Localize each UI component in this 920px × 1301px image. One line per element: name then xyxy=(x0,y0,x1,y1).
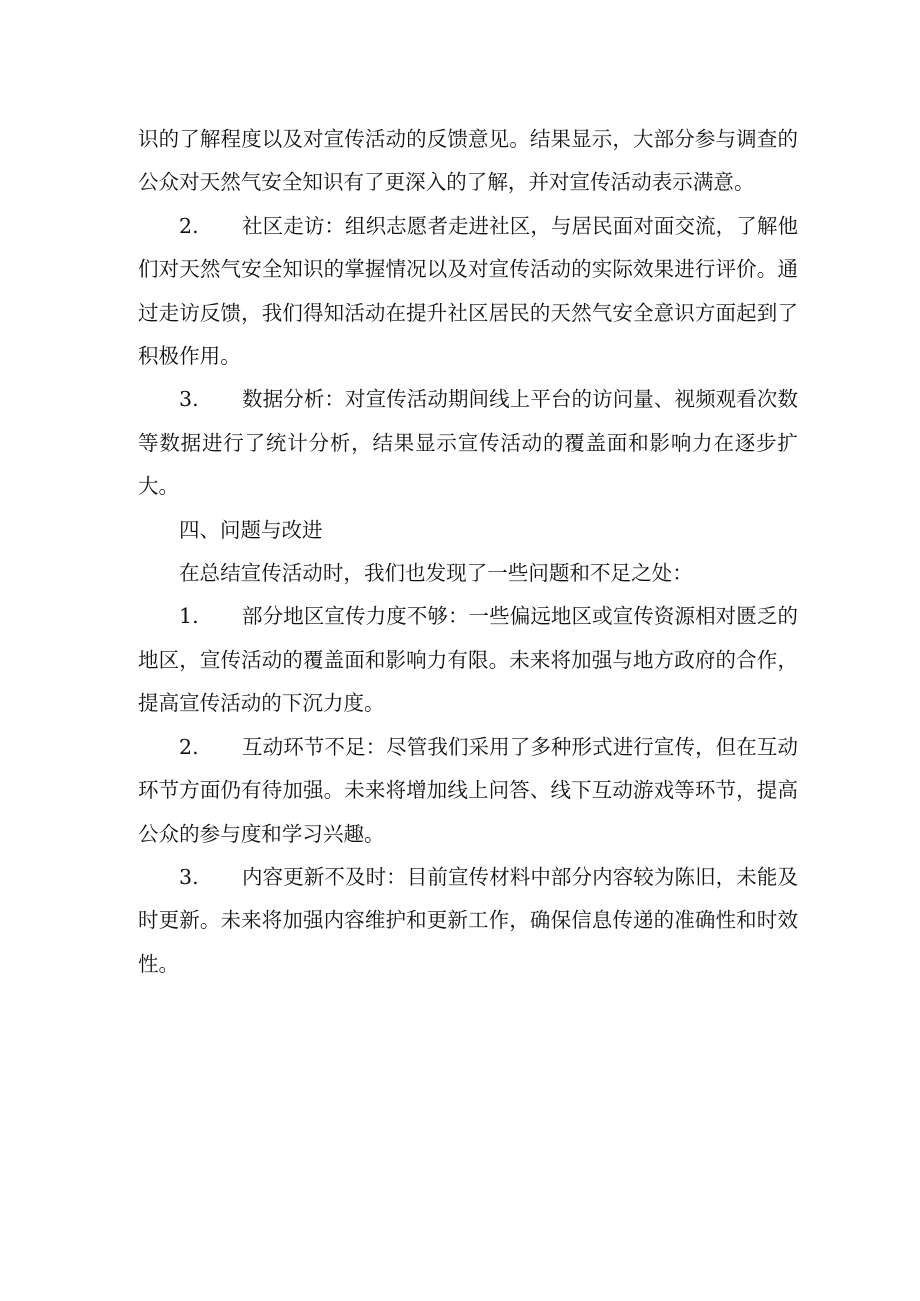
list-number: 3. xyxy=(179,864,199,889)
problem-item xyxy=(138,856,798,986)
list-item-text: 数据分析：对宣传活动期间线上平台的访问量、视频观看次数等数据进行了统计分析，结果显示宣传活动的覆盖面和影响力在逐步扩大。 xyxy=(138,387,798,499)
list-item-text: 互动环节不足：尽管我们采用了多种形式进行宣传，但在互动环节方面仍有待加强。未来将增加线上问答、线下互动游戏等环节，提高公众的参与度和学习兴趣。 xyxy=(138,734,798,846)
list-number: 2. xyxy=(179,734,199,759)
problem-item xyxy=(138,595,798,725)
evaluation-item xyxy=(138,205,798,379)
list-number: 3. xyxy=(179,387,199,412)
document-body xyxy=(138,118,798,986)
list-item-text: 社区走访：组织志愿者走进社区，与居民面对面交流，了解他们对天然气安全知识的掌握情况以及对宣传活动的实际效果进行评价。通过走访反馈，我们得知活动在提升社区居民的天然气安全意识方面起到了积极作用。 xyxy=(138,213,798,369)
list-item-text: 部分地区宣传力度不够：一些偏远地区或宣传资源相对匮乏的地区，宣传活动的覆盖面和影响力有限。未来将加强与地方政府的合作，提高宣传活动的下沉力度。 xyxy=(138,604,798,716)
list-number: 2. xyxy=(179,213,199,238)
section-intro: 在总结宣传活动时，我们也发现了一些问题和不足之处： xyxy=(179,561,693,586)
list-item-text: 内容更新不及时：目前宣传材料中部分内容较为陈旧，未能及时更新。未来将加强内容维护和更新工作，确保信息传递的准确性和时效性。 xyxy=(138,864,798,976)
list-number: 1. xyxy=(179,604,199,629)
section-heading: 四、问题与改进 xyxy=(179,517,323,542)
opening-paragraph: 识的了解程度以及对宣传活动的反馈意见。结果显示，大部分参与调查的公众对天然气安全知识有了更深入的了解，并对宣传活动表示满意。 xyxy=(138,127,798,195)
problem-item xyxy=(138,726,798,856)
evaluation-item xyxy=(138,378,798,508)
